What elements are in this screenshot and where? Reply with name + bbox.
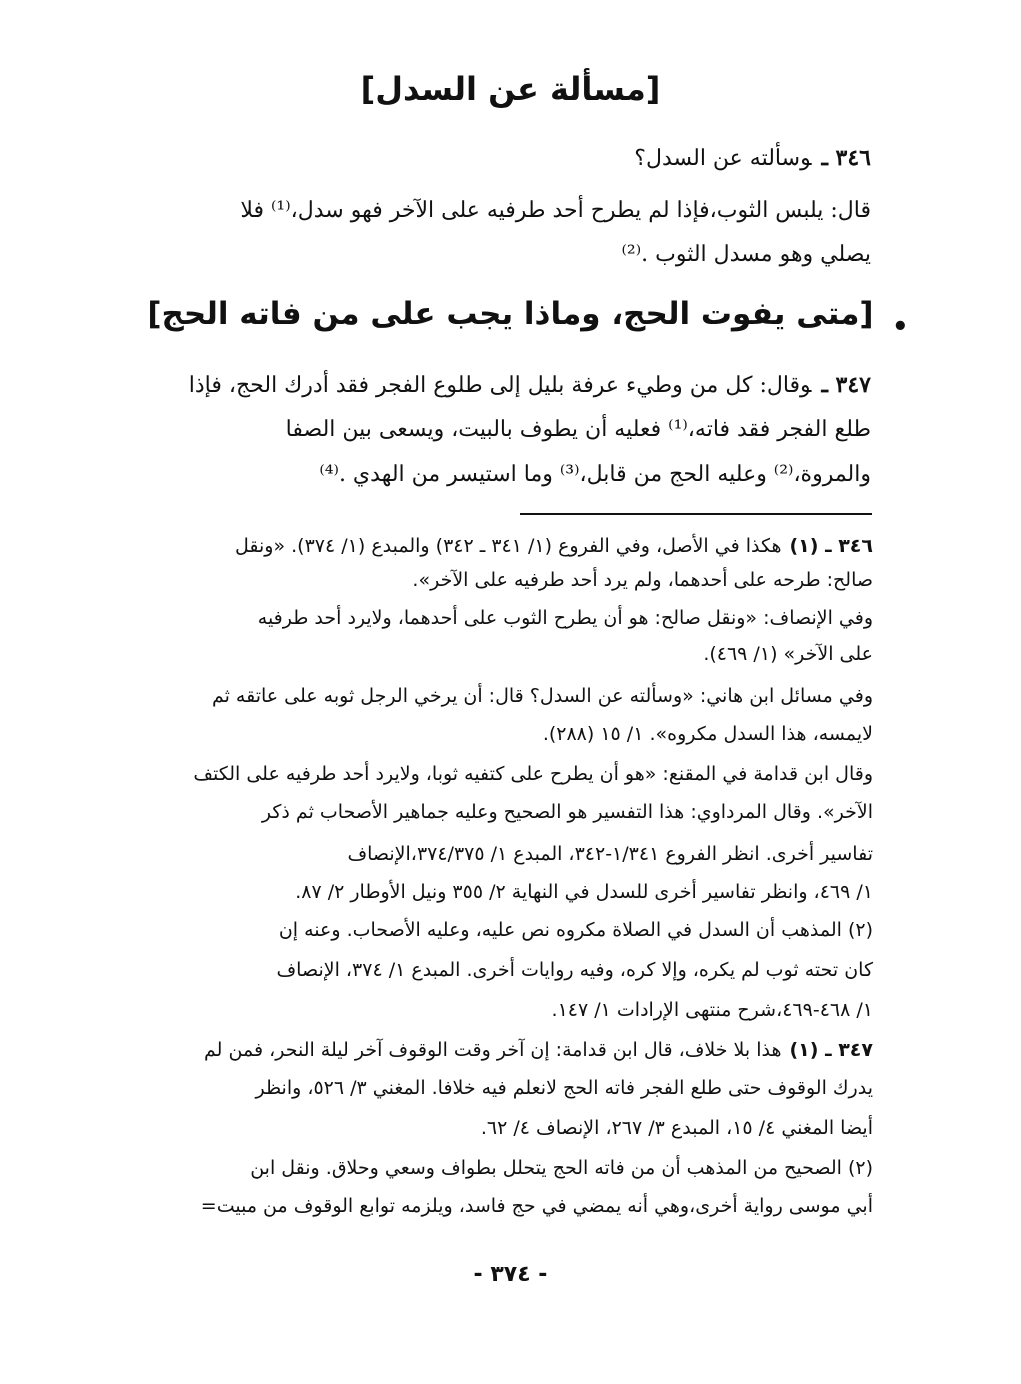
footnote-line xyxy=(160,1036,873,1064)
section-heading-hajj: [متى يفوت الحج، وماذا يجب على من فاته الحج] xyxy=(147,296,874,332)
text-line: يصلي وهو مسدل الثوب .⁽²⁾ xyxy=(621,242,871,267)
issue-number: ٣٤٦ ـ xyxy=(821,145,871,171)
margin-dot-marker: • xyxy=(892,312,909,342)
issue-number: ٣٤٧ ـ xyxy=(821,372,871,398)
footnote-line: وقال ابن قدامة في المقنع: «هو أن يطرح على كتفيه ثوبا، ولايرد أحد طرفيه على الكتف xyxy=(193,763,873,785)
footnote-line: تفاسير أخرى. انظر الفروع ١/٣٤١-٣٤٢، المبدع ١/ ٣٧٤/٣٧٥،الإنصاف xyxy=(347,843,873,865)
footnote-line: (٢) المذهب أن السدل في الصلاة مكروه نص عليه، وعليه الأصحاب. وعنه إن xyxy=(278,919,873,941)
footnote-number: ٣٤٧ ـ (١) xyxy=(789,1039,873,1061)
page-number: - ٣٧٤ - xyxy=(473,1262,548,1287)
footnote-line: الآخر». وقال المرداوي: هذا التفسير هو الصحيح وعليه جماهير الأصحاب ثم ذكر xyxy=(261,801,873,823)
text-line: والمروة،⁽²⁾ وعليه الحج من قابل،⁽³⁾ وما استيسر من الهدي .⁽⁴⁾ xyxy=(319,462,871,487)
footnote-line: (٢) الصحيح من المذهب أن من فاته الحج يتحلل بطواف وسعي وحلاق. ونقل ابن xyxy=(250,1157,873,1179)
issue-347-statement xyxy=(160,370,871,401)
text-line: طلع الفجر فقد فاته،⁽¹⁾ فعليه أن يطوف بالبيت، ويسعى بين الصفا xyxy=(285,417,871,442)
footnote-line: على الآخر» (١/ ٤٦٩). xyxy=(703,643,873,665)
footnote-text: هكذا في الأصل، وفي الفروع (١/ ٣٤١ ـ ٣٤٢) والمبدع (١/ ٣٧٤). «ونقل xyxy=(234,535,782,557)
footnote-line: أبي موسى رواية أخرى،وهي أنه يمضي في حج فاسد، ويلزمه توابع الوقوف من مبيت= xyxy=(200,1195,873,1217)
footnote-separator xyxy=(520,513,872,515)
footnote-line: ١/ ٤٦٩، وانظر تفاسير أخرى للسدل في النهاية ٢/ ٣٥٥ ونيل الأوطار ٢/ ٨٧. xyxy=(295,881,873,903)
text-line: وقال: كل من وطيء عرفة بليل إلى طلوع الفجر فقد أدرك الحج، فإذا xyxy=(188,373,812,398)
footnote-number: ٣٤٦ ـ (١) xyxy=(789,535,873,557)
issue-346-question xyxy=(160,143,871,174)
section-heading-sadl: [مسألة عن السدل] xyxy=(360,70,661,108)
text-line: وسألته عن السدل؟ xyxy=(634,146,812,171)
footnote-line: أيضا المغني ٤/ ١٥، المبدع ٣/ ٢٦٧، الإنصاف ٤/ ٦٢. xyxy=(480,1117,873,1139)
footnote-line: لايمسه، هذا السدل مكروه». ١/ ١٥ (٢٨٨). xyxy=(542,723,873,745)
footnote-line: وفي مسائل ابن هاني: «وسألته عن السدل؟ قال: أن يرخي الرجل ثوبه على عاتقه ثم xyxy=(211,685,873,707)
footnote-line: يدرك الوقوف حتى طلع الفجر فاته الحج لانعلم فيه خلافا. المغني ٣/ ٥٢٦، وانظر xyxy=(255,1077,873,1099)
footnote-line: ١/ ٤٦٨-٤٦٩،شرح منتهى الإرادات ١/ ١٤٧. xyxy=(551,999,873,1021)
footnote-line: وفي الإنصاف: «ونقل صالح: هو أن يطرح الثوب على أحدهما، ولايرد أحد طرفيه xyxy=(257,607,873,629)
text-line: قال: يلبس الثوب،فإذا لم يطرح أحد طرفيه على الآخر فهو سدل،⁽¹⁾ فلا xyxy=(240,198,871,223)
footnote-line: كان تحته ثوب لم يكره، وإلا كره، وفيه روايات أخرى. المبدع ١/ ٣٧٤، الإنصاف xyxy=(276,959,873,981)
footnote-line: صالح: طرحه على أحدهما، ولم يرد أحد طرفيه على الآخر». xyxy=(412,569,873,591)
footnote-line xyxy=(160,532,873,560)
footnote-text: هذا بلا خلاف، قال ابن قدامة: إن آخر وقت الوقوف آخر ليلة النحر، فمن لم xyxy=(204,1039,782,1061)
